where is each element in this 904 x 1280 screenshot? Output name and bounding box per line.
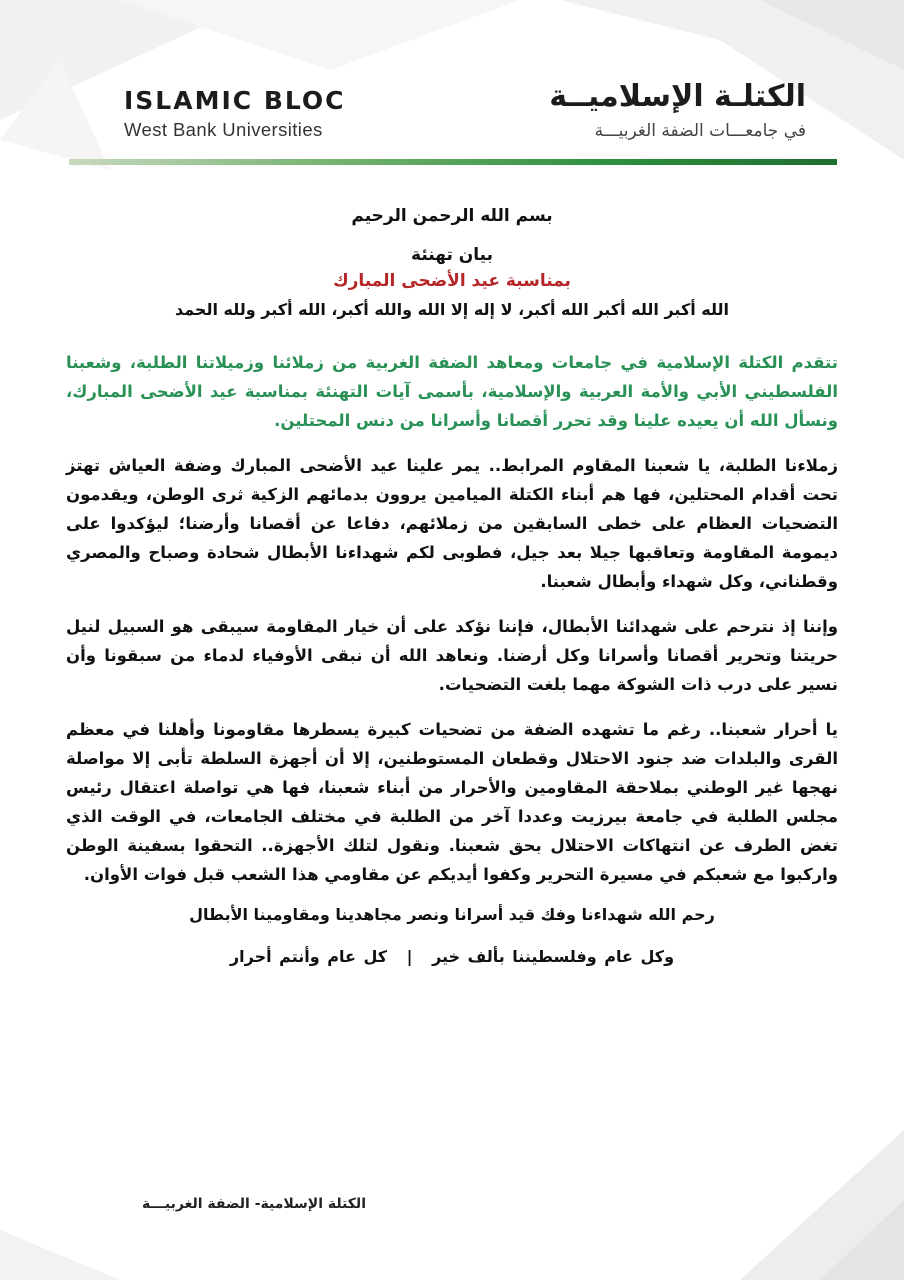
statement-occasion: بمناسبة عيد الأضحى المبارك <box>333 271 571 291</box>
basmala: بسم الله الرحمن الرحيم <box>351 206 553 226</box>
greeting-separator: | <box>406 947 413 966</box>
closing-prayer: رحم الله شهداءنا وفك قيد أسرانا ونصر مجاهدينا ومقاومينا الأبطال <box>189 905 715 924</box>
header-arabic-logo <box>486 78 806 144</box>
greeting-line <box>66 943 838 971</box>
header-english-logo <box>124 86 384 142</box>
paragraph-people: يا أحرار شعبنا.. رغم ما تشهده الضفة من تضحيات كبيرة يسطرها مقاومونا وأهلنا في معظم القرى والبلدات ضد جنود الاحتلال وقطعان المستوطنين، إلا أن أجهزة السلطة تأبى إلا مواصلة نهجها غير الوطني بملاحقة المقاومين والأحرار من أبناء شعبنا، فها هي تواصلة اعتقال رئيس مجلس الطلبة في جامعة بيرزيت وعددا آخر من الطلبة في مختلف الجامعات، في الوقت الذي تغض الطرف عن انتهاكات الاحتلال بحق شعبنا. ونقول لتلك الأجهزة.. التحقوا بسفينة الوطن واركبوا مع شعبكم في مسيرة التحرير وكفوا أيديكم عن مقاومي هذا الشعب قبل فوات الأوان. <box>66 720 838 884</box>
header-divider <box>69 159 837 165</box>
header-en-title: ISLAMIC BLOC <box>124 86 346 115</box>
statement-title: بيان تهنئة <box>411 245 493 265</box>
statement-body <box>66 196 838 971</box>
header-ar-title: الكتلـة الإسلاميــة <box>549 79 806 114</box>
header-en-subtitle: West Bank Universities <box>124 119 323 140</box>
paragraph-greeting: تتقدم الكتلة الإسلامية في جامعات ومعاهد الضفة الغربية من زملائنا وزميلاتنا الطلبة، وشعبنا الفلسطيني الأبي والأمة العربية والإسلامية، بأسمى آيات التهنئة بمناسبة عيد الأضحى المبارك، ونسأل الله أن يعيده علينا وقد تحرر أقصانا وأسرانا من دنس المحتلين. <box>66 353 838 430</box>
greeting-left: كل عام وأنتم أحرار <box>229 947 388 966</box>
paragraph-martyrs: وإننا إذ نترحم على شهدائنا الأبطال، فإننا نؤكد على أن خيار المقاومة سيبقى هو السبيل لنيل حريتنا وتحرير أقصانا وأسرانا وكل أرضنا. ونعاهد الله أن نبقى الأوفياء لدماء من سبقونا وأن نسير على درب ذات الشوكة مهما بلغت التضحيات. <box>66 617 838 694</box>
footer-signature: الكتلة الإسلامية- الضفة الغربيـــة <box>142 1196 366 1212</box>
header-ar-subtitle: في جامعـــات الضفة الغربيـــة <box>594 121 806 141</box>
greeting-right: وكل عام وفلسطيننا بألف خير <box>432 947 675 966</box>
paragraph-students: زملاءنا الطلبة، يا شعبنا المقاوم المرابط.. يمر علينا عيد الأضحى المبارك وضفة العياش تهتز تحت أقدام المحتلين، فها هم أبناء الكتلة الميامين يروون بدمائهم الزكية ثرى الوطن، ويقدمون التضحيات العظام على خطى السابقين من زملائهم، دفاعا عن أقصانا وأرضنا؛ ليؤكدوا على ديمومة المقاومة وتعاقبها جيلا بعد جيل، فطوبى لكم شهداءنا الأبطال شحادة وصباح والمصري وقطناني، وكل شهداء وأبطال شعبنا. <box>66 456 838 591</box>
takbir-line: الله أكبر الله أكبر الله أكبر، لا إله إلا الله والله أكبر، الله أكبر ولله الحمد <box>174 300 730 319</box>
